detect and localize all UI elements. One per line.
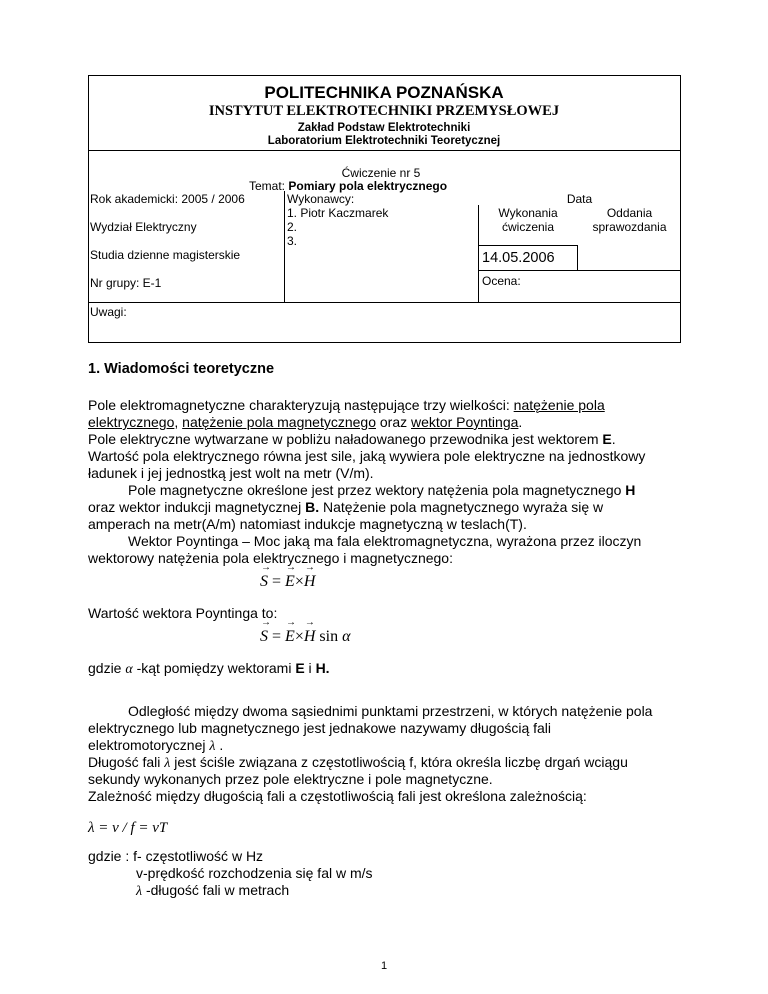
paragraph-4-line-1 bbox=[128, 482, 635, 499]
p8-text: elektromotorycznej bbox=[88, 737, 210, 753]
date-report-label-2: sprawozdania bbox=[592, 220, 667, 234]
p4-text: Pole magnetyczne określone jest przez wektory natężenia pola magnetycznego bbox=[128, 482, 626, 498]
section-heading: 1. Wiadomości teoretyczne bbox=[88, 361, 275, 377]
cross-2: × bbox=[294, 628, 304, 645]
topic-label: Temat: bbox=[249, 179, 289, 193]
exercise-number: Ćwiczenie nr 5 bbox=[341, 166, 421, 180]
cross: × bbox=[294, 573, 304, 590]
paragraph-4-line-2 bbox=[88, 499, 603, 516]
date-report-label-1: Oddania bbox=[606, 206, 653, 220]
p2-bold-e: E bbox=[602, 431, 612, 447]
lambda-2: λ bbox=[164, 756, 171, 771]
date-exec-label-2: ćwiczenia bbox=[501, 220, 555, 234]
formula-poynting-value bbox=[260, 628, 350, 646]
author-1: 1. Piotr Kaczmarek bbox=[287, 206, 389, 220]
topic bbox=[249, 179, 447, 193]
paragraph-1-line-1 bbox=[88, 397, 605, 414]
author-3: 3. bbox=[287, 234, 298, 248]
p1-link-electric: natężenie pola bbox=[513, 397, 605, 413]
alpha: α bbox=[342, 628, 351, 645]
vec-h-2: → H bbox=[304, 628, 316, 646]
p4-bold-h: H bbox=[625, 482, 636, 498]
paragraph-3-line-1: Wartość pola elektrycznego równa jest sile, jaką wywiera pole elektryczne na jednostkowy bbox=[88, 448, 646, 464]
p2-text: Pole elektryczne wytwarzane w pobliżu naładowanego przewodnika jest wektorem bbox=[88, 431, 603, 447]
paragraph-8-line-3 bbox=[88, 737, 223, 755]
formula-wavelength: λ = v / f = vT bbox=[88, 820, 168, 836]
sin: sin bbox=[315, 628, 343, 645]
paragraph-11-line-2: v-prędkość rozchodzenia się fal w m/s bbox=[136, 865, 373, 881]
paragraph-11-line-1: gdzie : f- częstotliwość w Hz bbox=[88, 848, 264, 864]
paragraph-2 bbox=[88, 431, 616, 448]
date-exec-label-1: Wykonania bbox=[498, 206, 558, 220]
studies: Studia dzienne magisterskie bbox=[90, 248, 241, 262]
p1-text: Pole elektromagnetyczne charakteryzują następujące trzy wielkości: bbox=[88, 397, 514, 413]
date-exec-value: 14.05.2006 bbox=[482, 250, 555, 266]
p7-where: gdzie bbox=[88, 660, 126, 676]
p7-text: -kąt pomiędzy wektorami bbox=[132, 660, 296, 676]
p9-text-2: jest ściśle związana z częstotliwością f, która określa liczbę drgań wciągu bbox=[170, 754, 628, 770]
p8-end: . bbox=[215, 737, 224, 753]
p1-link-poynting: wektor Poyntinga bbox=[411, 414, 519, 430]
notes-label: Uwagi: bbox=[90, 305, 127, 319]
date-label: Data bbox=[566, 192, 593, 206]
p9-text: Długość fali bbox=[88, 754, 165, 770]
p7-bold-h: H. bbox=[315, 660, 330, 676]
p1-link-magnetic: natężenie pola magnetycznego bbox=[182, 414, 376, 430]
p7-bold-e: E bbox=[295, 660, 305, 676]
paragraph-8-line-2: elektrycznego lub magnetycznego jest jednakowe nazywamy długością fali bbox=[88, 720, 552, 736]
header-divider-top bbox=[88, 150, 681, 151]
paragraph-7 bbox=[88, 660, 330, 678]
paragraph-4-line-3: amperach na metr(A/m) natomiast indukcje magnetyczną w teslach(T). bbox=[88, 516, 527, 532]
paragraph-5-line-2: wektorowy natężenia pola elektrycznego i magnetycznego: bbox=[88, 550, 453, 566]
group: Nr grupy: E-1 bbox=[90, 276, 162, 290]
p2-end: . bbox=[611, 431, 616, 447]
p1-sep1: , bbox=[174, 414, 183, 430]
paragraph-9-line-2: sekundy wykonanych przez pole elektryczne i pole magnetyczne. bbox=[88, 771, 493, 787]
author-2: 2. bbox=[287, 220, 298, 234]
faculty: Wydział Elektryczny bbox=[90, 220, 197, 234]
p7-and: i bbox=[304, 660, 316, 676]
paragraph-8-line-1: Odległość między dwoma sąsiednimi punktami przestrzeni, w których natężenie pola bbox=[128, 703, 653, 719]
eq-2: = bbox=[268, 628, 286, 645]
date-col-divider bbox=[577, 245, 578, 270]
paragraph-1-line-2 bbox=[88, 414, 522, 431]
p1-sep2: oraz bbox=[375, 414, 411, 430]
p1-end: . bbox=[518, 414, 523, 430]
authors-label: Wykonawcy: bbox=[287, 192, 355, 206]
department-title: Zakład Podstaw Elektrotechniki bbox=[297, 122, 471, 134]
column-divider-left bbox=[284, 191, 285, 302]
p4-text-3: Natężenie pola magnetycznego wyraża się w bbox=[319, 499, 604, 515]
vec-s-2: → S bbox=[260, 628, 268, 646]
laboratory-title: Laboratorium Elektrotechniki Teoretycznej bbox=[267, 135, 501, 147]
vec-e: → E bbox=[285, 573, 295, 591]
page-number: 1 bbox=[380, 960, 388, 972]
vec-e-2: → E bbox=[285, 628, 295, 646]
topic-value: Pomiary pola elektrycznego bbox=[288, 179, 448, 193]
p1-link-electric-2: elektrycznego bbox=[88, 414, 175, 430]
lambda-1: λ bbox=[209, 739, 216, 754]
vec-s: → S bbox=[260, 573, 268, 591]
date-divider bbox=[478, 270, 681, 271]
paragraph-9-line-1 bbox=[88, 754, 628, 772]
p4-bold-b: B. bbox=[305, 499, 320, 515]
university-title: POLITECHNIKA POZNAŃSKA bbox=[264, 83, 504, 102]
header-divider-bottom bbox=[88, 302, 681, 303]
paragraph-5-line-1: Wektor Poyntinga – Moc jaką ma fala elektromagnetyczna, wyrażona przez iloczyn bbox=[128, 533, 642, 549]
institute-title: INSTYTUT ELEKTROTECHNIKI PRZEMYSŁOWEJ bbox=[208, 103, 560, 119]
paragraph-11-line-3 bbox=[136, 882, 289, 900]
p11-text: -długość fali w metrach bbox=[142, 882, 290, 898]
formula-poynting-vector bbox=[260, 573, 315, 591]
paragraph-3-line-2: ładunek i jej jednostką jest wolt na metr (V/m). bbox=[88, 465, 374, 481]
p7-alpha: α bbox=[125, 662, 133, 677]
vec-h: → H bbox=[304, 573, 316, 591]
paragraph-10: Zależność między długością fali a częstotliwością fali jest określona zależnością: bbox=[88, 788, 587, 804]
lambda-3: λ bbox=[136, 884, 143, 899]
academic-year: Rok akademicki: 2005 / 2006 bbox=[90, 192, 245, 206]
eq: = bbox=[268, 573, 286, 590]
paragraph-6: Wartość wektora Poyntinga to: bbox=[88, 605, 278, 621]
date-exec-top bbox=[478, 245, 578, 246]
grade-label: Ocena: bbox=[482, 274, 521, 288]
p4-text-2: oraz wektor indukcji magnetycznej bbox=[88, 499, 306, 515]
